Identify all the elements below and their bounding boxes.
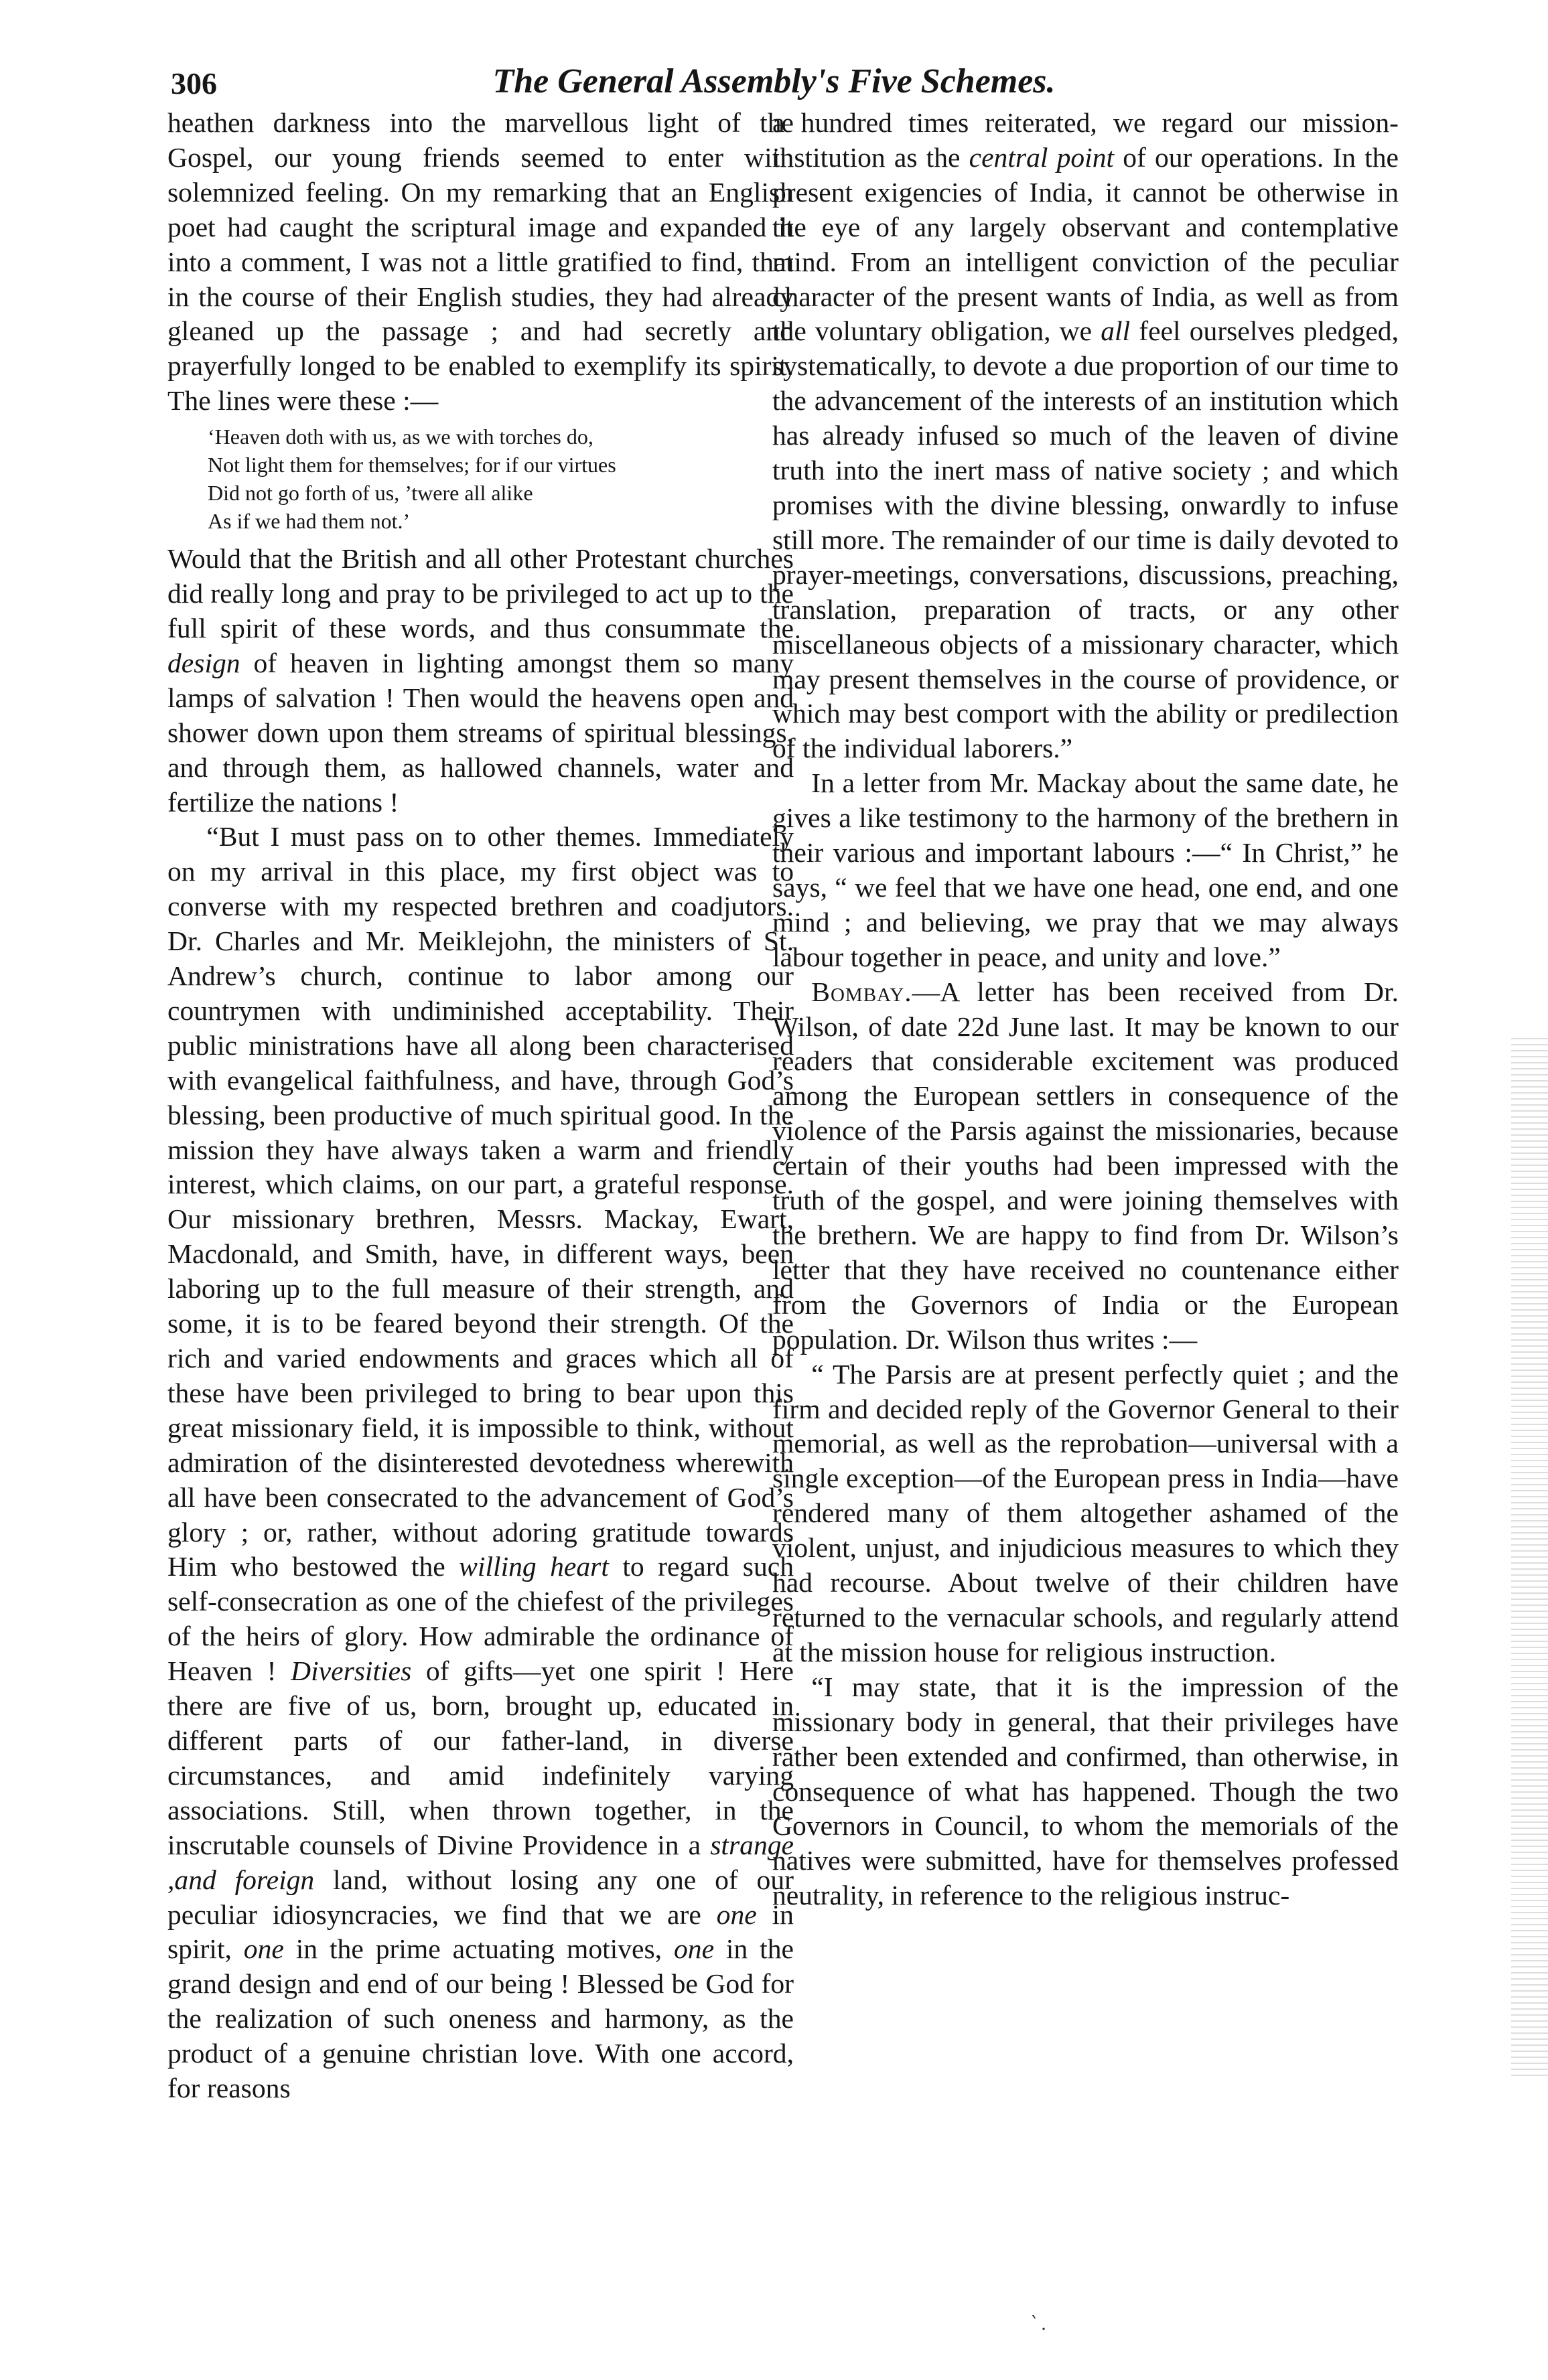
italic-text: one bbox=[673, 1933, 715, 1965]
text-run: of gifts—yet one spirit ! Here there are five of us, born, brought up, educated in different parts of our father-land, in diverse circumstances, and amid indefinitely varying associations. Still, when thrown together, in the inscrutable counsels of Divine Providence in a bbox=[167, 1655, 794, 1860]
italic-text: Diversities bbox=[291, 1655, 412, 1687]
running-title: The General Assembly's Five Schemes. bbox=[492, 62, 1056, 100]
text-run: feel ourselves pledged, systematically, to devote a due proportion of our time to the advancement of the interests of an institution which has already infused so much of the leaven of divine truth into the inert mass of native society ; and which promises with the divine blessing, onwardly to infuse still more. The remainder of our time is daily devoted to prayer-meetings, conversations, discussions, preaching, translation, preparation of tracts, or any other miscellaneous objects of a missionary character, which may present themselves in the course of providence, or which may best comport with the ability or predilection of the individual laborers.” bbox=[772, 315, 1399, 764]
italic-text: all bbox=[1101, 315, 1131, 347]
paragraph: “I may state, that it is the impression of the missionary body in general, that their privileges have rather been extended and confirmed, than otherwise, in consequence of what has happened. Though the two Governors in Council, to whom the memorials of the natives were submitted, have for themselves professed neutrality, in reference to the religious instruc- bbox=[772, 1671, 1399, 1911]
left-column bbox=[167, 106, 794, 2106]
verse-line: As if we had them not.’ bbox=[208, 509, 411, 534]
text-run: in the grand design and end of our being ! Blessed be God for the realization of such oneness and harmony, as the product of a genuine christian love. With one accord, for reasons bbox=[167, 1933, 794, 2104]
paragraph bbox=[167, 542, 794, 820]
paragraph: In a letter from Mr. Mackay about the same date, he gives a like testimony to the harmony of the brethern in their various and important labours :—“ In Christ,” he says, “ we feel that we have one head, one end, and one mind ; and believing, we pray that we may always labour together in peace, and unity and love.” bbox=[772, 767, 1399, 972]
text-run: of heaven in lighting amongst them so many lamps of salvation ! Then would the heavens open and shower down upon them streams of spiritual blessings, and through them, as hallowed channels, water and fertilize the nations ! bbox=[167, 647, 794, 818]
paragraph: “ The Parsis are at present perfectly quiet ; and the firm and decided reply of the Governor General to their memorial, as well as the reprobation—universal with a single exception—of the European press in India—have rendered many of them altogether ashamed of the violent, unjust, and injudicious measures to which they had recourse. About twelve of their children have returned to the vernacular schools, and regularly attend at the mission house for religious instruction. bbox=[772, 1358, 1399, 1667]
italic-text: design bbox=[167, 647, 240, 678]
text-run: “But I must pass on to other themes. Immediately on my arrival in this place, my first object was to converse with my respected brethren and coadjutors. Dr. Charles and Mr. Meiklejohn, the ministers of St. Andrew’s church, continue to labor among our countrymen with undiminished acceptability. Their public ministrations have all along been characterised with evangelical faithfulness, and have, through God’s blessing, been productive of much spiritual good. In the mission they have always taken a warm and friendly interest, which claims, on our part, a grateful response. Our missionary brethren, Messrs. Mackay, Ewart, Macdonald, and Smith, have, in different ways, been laboring up to the full measure of their strength, and some, it is to be feared beyond their strength. Of the rich and varied endowments and graces which all of these have been privileged to bring to bear upon this great missionary field, it is impossible to think, without admiration of the disinterested devotedness wherewith all have been consecrated to the advancement of God’s glory ; or, rather, without adoring gratitude towards Him who bestowed the bbox=[167, 821, 794, 1582]
paragraph bbox=[772, 106, 1399, 766]
text-run: a hundred times reiterated, we regard our mission-institution as the bbox=[772, 107, 1399, 173]
section-label-bombay: Bombay. bbox=[811, 976, 912, 1007]
paragraph bbox=[772, 975, 1399, 1357]
italic-text: central point bbox=[969, 141, 1115, 173]
page-number: 306 bbox=[171, 66, 217, 100]
text-run: in spirit, bbox=[167, 1899, 794, 1965]
text-run: in the prime actuating motives, bbox=[283, 1933, 674, 1965]
stray-print-mark: ‵ . bbox=[1032, 2312, 1046, 2334]
text-run: to regard such self-consecration as one of the chiefest of the privileges of the heirs of glory. How admirable the ordinance of Heaven ! bbox=[167, 1551, 794, 1687]
paragraph bbox=[167, 820, 794, 2106]
text-run: of our operations. In the present exigencies of India, it cannot be otherwise in the eye of any largely observant and contemplative mind. From an intelligent conviction of the peculiar character of the present wants of India, as well as from the voluntary obligation, we bbox=[772, 141, 1399, 347]
verse-quotation bbox=[208, 423, 794, 535]
text-run: land, without losing any one of our peculiar idiosyncracies, we find that we are bbox=[167, 1864, 794, 1930]
page-header bbox=[0, 0, 1548, 100]
verse-line: ‘Heaven doth with us, as we with torches do, bbox=[208, 425, 593, 449]
text-run: Would that the British and all other Protestant churches did really long and pray to be privileged to act up to the full spirit of these words, and thus consummate the bbox=[167, 543, 794, 644]
scan-edge-artifact bbox=[1511, 1038, 1548, 2076]
italic-text: one bbox=[716, 1899, 757, 1930]
italic-text: one bbox=[243, 1933, 284, 1965]
italic-text: willing heart bbox=[459, 1551, 609, 1582]
verse-line: Did not go forth of us, ’twere all alike bbox=[208, 481, 533, 506]
right-column bbox=[772, 106, 1399, 1913]
text-run: —A letter has been received from Dr. Wilson, of date 22d June last. It may be known to our readers that considerable excitement was produced among the European settlers in consequence of the violence of the Parsis against the missionaries, because certain of their youths had been impressed with the truth of the gospel, and were joining themselves with the brethern. We are happy to find from Dr. Wilson’s letter that they have received no countenance either from the Governors of India or the European population. Dr. Wilson thus writes :— bbox=[772, 976, 1399, 1355]
italic-text: strange ,and foreign bbox=[167, 1829, 794, 1895]
verse-line: Not light them for themselves; for if our virtues bbox=[208, 453, 616, 477]
paragraph: heathen darkness into the marvellous light of the Gospel, our young friends seemed to enter with solemnized feeling. On my remarking that an English poet had caught the scriptural image and expanded it into a comment, I was not a little gratified to find, that in the course of their English studies, they had already gleaned up the passage ; and had secretly and prayerfully longed to be enabled to exemplify its spirit. The lines were these :— bbox=[167, 107, 794, 417]
